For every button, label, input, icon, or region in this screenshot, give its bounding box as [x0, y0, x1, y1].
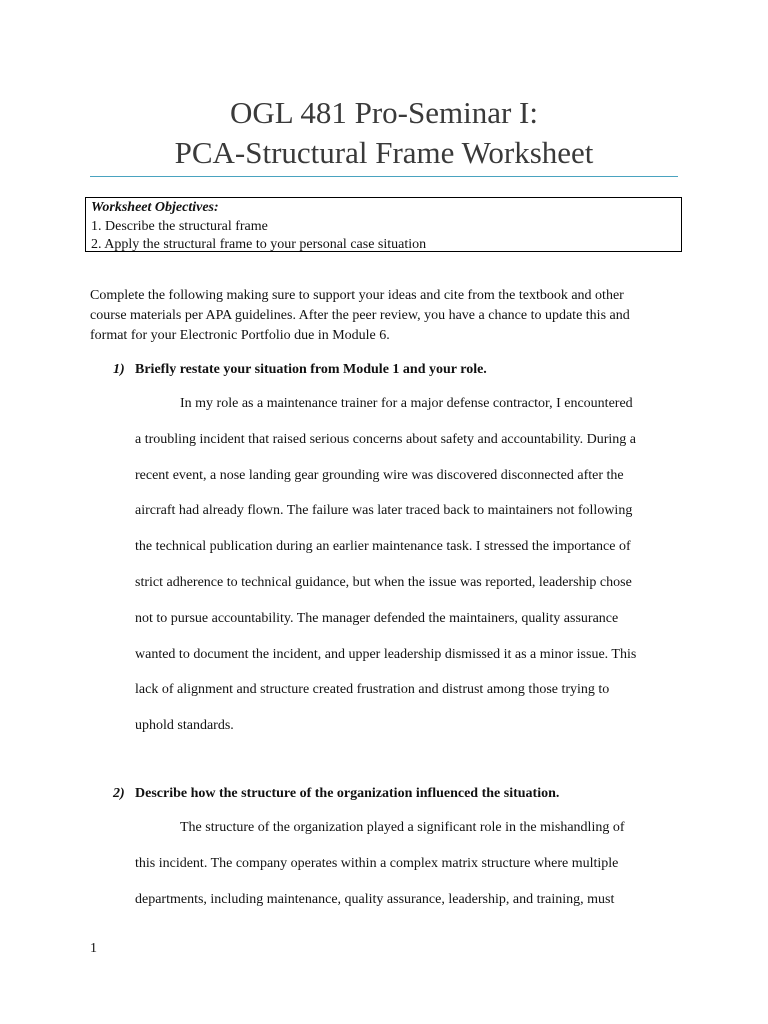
objective-item-2: 2. Apply the structural frame to your personal case situation [91, 237, 427, 252]
answer-line: The structure of the organization played a significant role in the mishandling of [180, 820, 625, 835]
objectives-box [85, 197, 682, 252]
answer-line: the technical publication during an earlier maintenance task. I stressed the importance of [135, 539, 631, 555]
intro-line: format for your Electronic Portfolio due in Module 6. [90, 328, 390, 343]
answer-line: wanted to document the incident, and upper leadership dismissed it as a minor issue. This [135, 646, 637, 662]
answer-line: not to pursue accountability. The manager defended the maintainers, quality assurance [135, 610, 619, 626]
objectives-heading: Worksheet Objectives: [91, 200, 219, 215]
page-title-line-1: OGL 481 Pro-Seminar I: [230, 95, 538, 130]
answer-line: In my role as a maintenance trainer for a major defense contractor, I encountered [180, 396, 633, 411]
answer-line: lack of alignment and structure created frustration and distrust among those trying to [135, 682, 610, 698]
intro-paragraph [90, 286, 690, 346]
page-number: 1 [90, 941, 97, 956]
question-1-prompt: Briefly restate your situation from Module 1 and your role. [135, 362, 487, 377]
answer-line: strict adherence to technical guidance, but when the issue was reported, leadership chose [135, 574, 632, 590]
answer-line: this incident. The company operates within a complex matrix structure where multiple [135, 855, 619, 871]
answer-line: recent event, a nose landing gear grounding wire was discovered disconnected after the [135, 467, 624, 483]
question-2-number: 2) [113, 786, 125, 801]
question-1-answer [135, 386, 680, 744]
objective-item-1: 1. Describe the structural frame [91, 218, 268, 234]
question-2-answer [135, 810, 680, 917]
title-divider [90, 176, 678, 177]
answer-line: a troubling incident that raised serious concerns about safety and accountability. During a [135, 431, 636, 447]
answer-line: aircraft had already flown. The failure was later traced back to maintainers not following [135, 503, 633, 519]
intro-line: course materials per APA guidelines. After the peer review, you have a chance to update this and [90, 308, 630, 323]
answer-line: departments, including maintenance, quality assurance, leadership, and training, must [135, 891, 615, 907]
answer-line: uphold standards. [135, 718, 234, 734]
page-title-line-2: PCA-Structural Frame Worksheet [174, 135, 594, 170]
intro-line: Complete the following making sure to support your ideas and cite from the textbook and other [90, 288, 624, 303]
question-2-prompt: Describe how the structure of the organization influenced the situation. [135, 786, 560, 801]
question-1-number: 1) [113, 362, 125, 377]
